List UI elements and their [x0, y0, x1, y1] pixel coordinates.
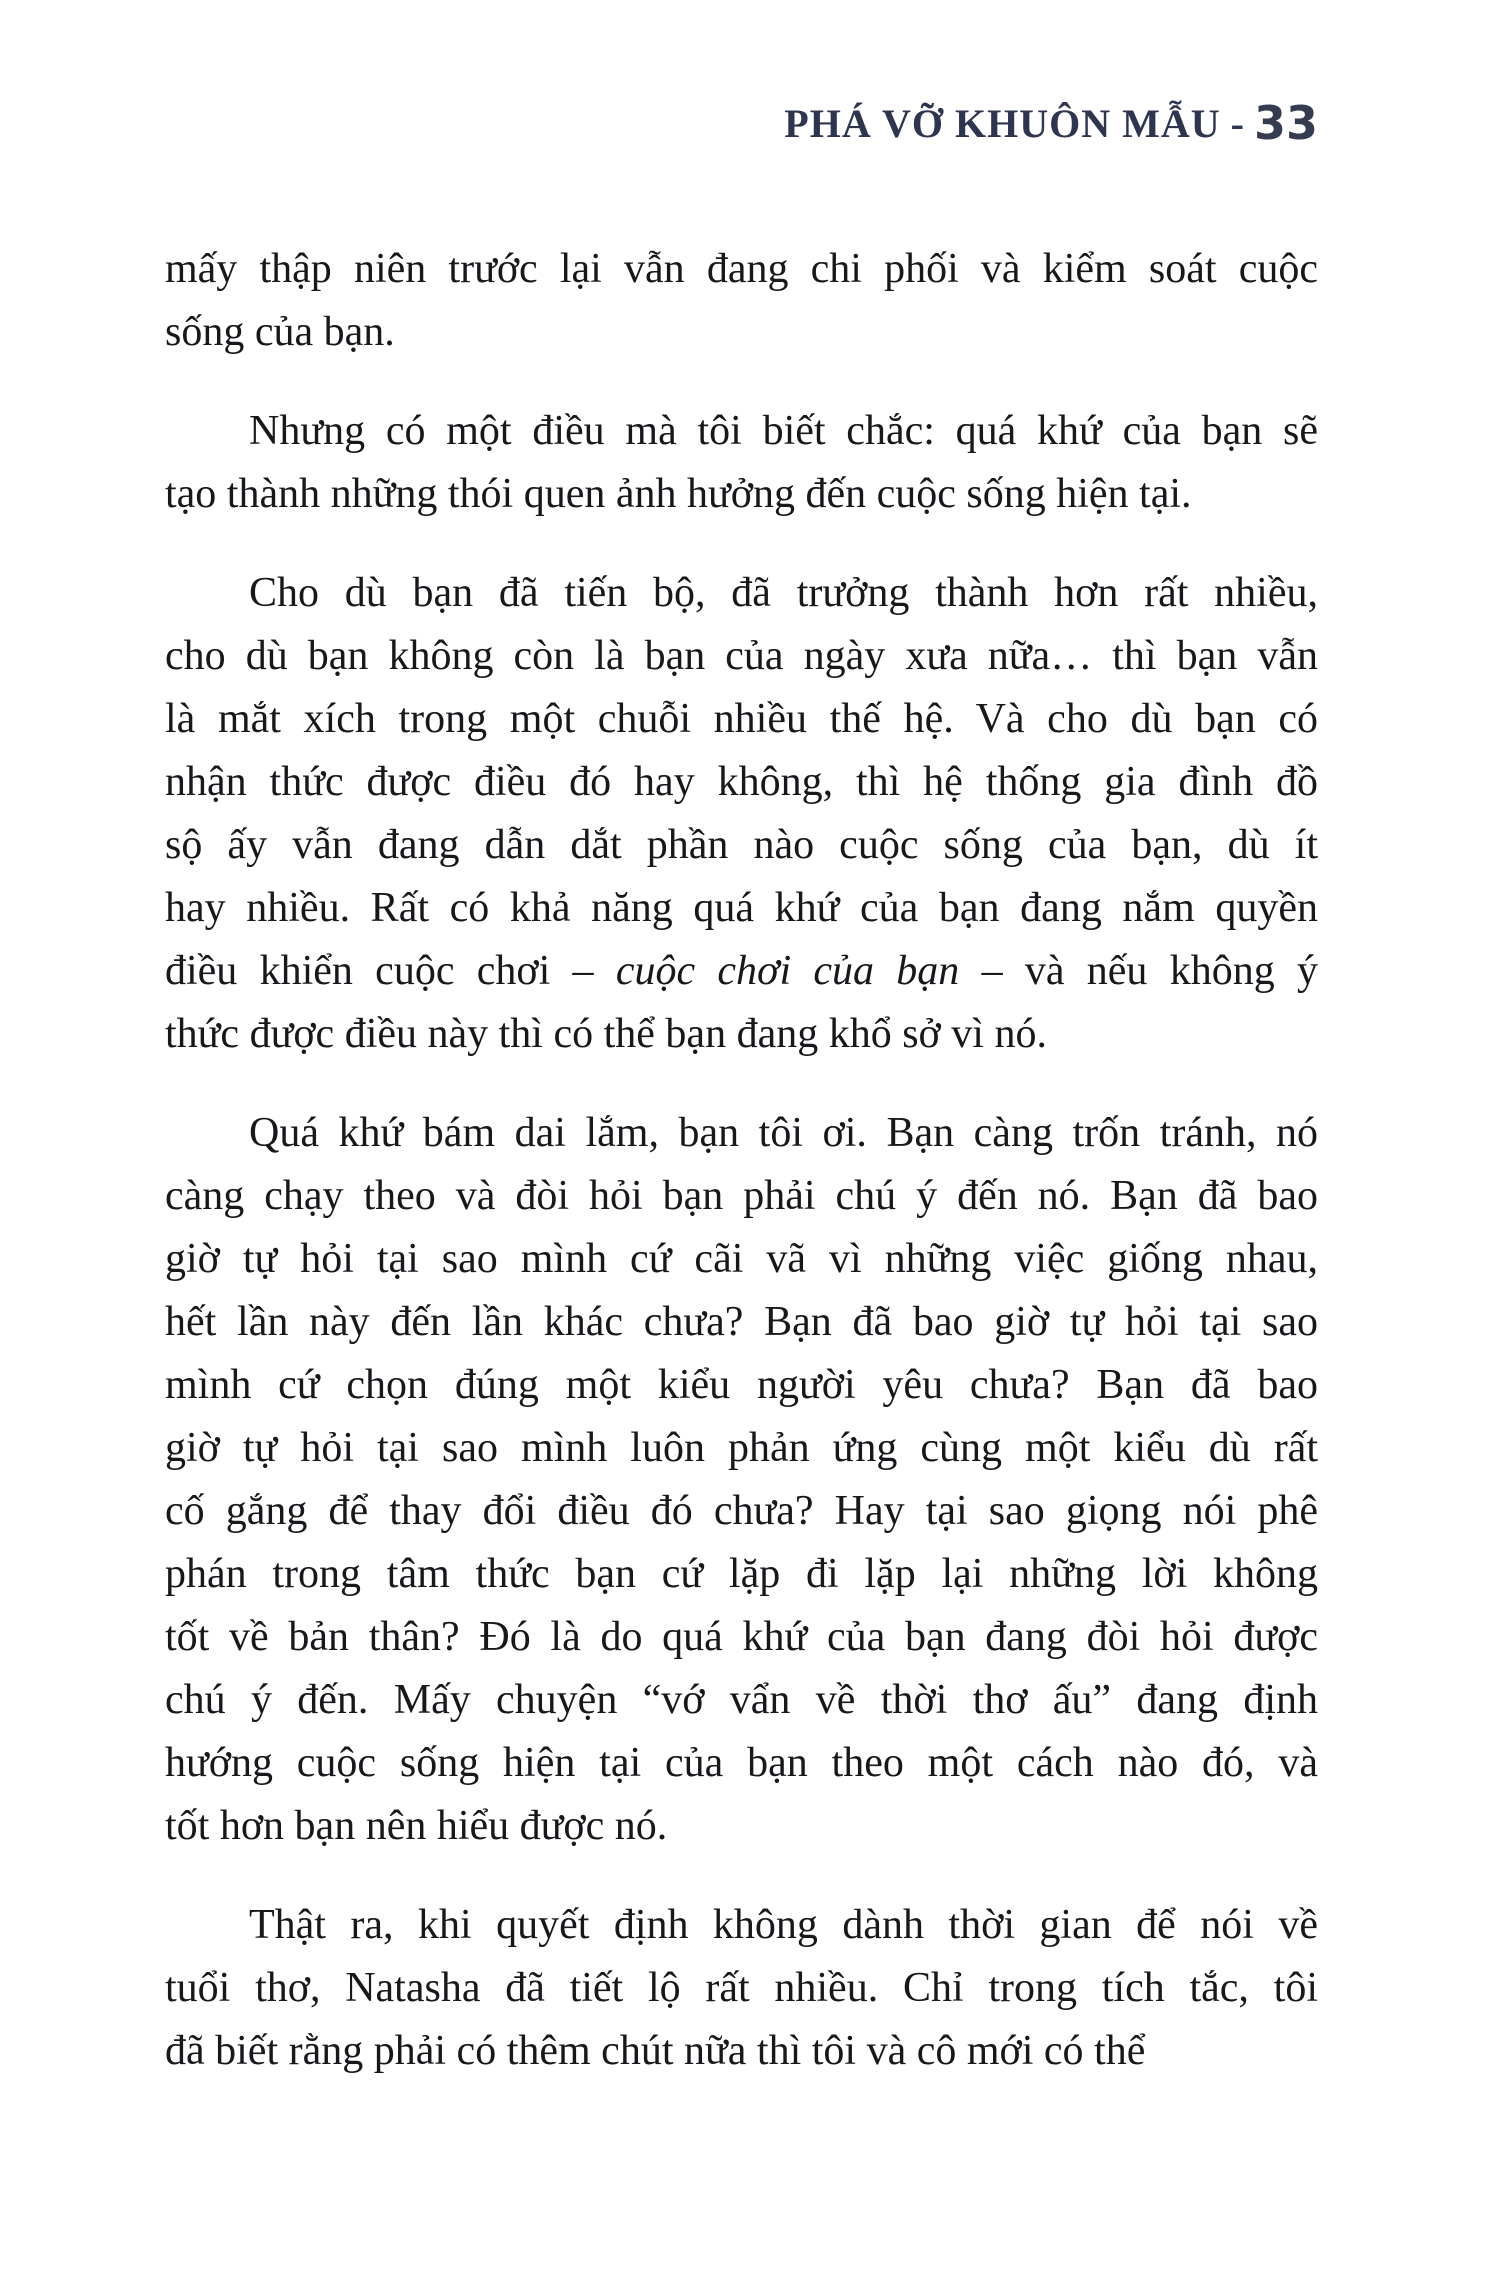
- paragraph: [165, 1102, 1318, 1858]
- text-line: [165, 2020, 1318, 2083]
- text-segment: giờ tự hỏi tại sao mình cứ cãi vã vì những việc giống nhau,: [165, 1236, 1318, 1282]
- running-header-separator: -: [1230, 101, 1244, 146]
- text-line: [165, 1417, 1318, 1480]
- text-segment: hướng cuộc sống hiện tại của bạn theo một cách nào đó, và: [165, 1740, 1318, 1786]
- text-line: [165, 1543, 1318, 1606]
- italic-text-segment: cuộc chơi của bạn: [615, 948, 960, 994]
- text-line: [165, 1795, 1318, 1858]
- text-line: [165, 1291, 1318, 1354]
- text-line: [165, 751, 1318, 814]
- text-line: [165, 877, 1318, 940]
- text-line: [165, 301, 1318, 364]
- paragraph: [165, 400, 1318, 526]
- text-segment: Cho dù bạn đã tiến bộ, đã trưởng thành hơn rất nhiều,: [249, 570, 1318, 616]
- text-segment: càng chạy theo và đòi hỏi bạn phải chú ý đến nó. Bạn đã bao: [165, 1173, 1318, 1219]
- text-line: [165, 1957, 1318, 2020]
- paragraph: [165, 238, 1318, 364]
- text-segment: thức được điều này thì có thể bạn đang khổ sở vì nó.: [165, 1011, 1047, 1057]
- text-line: [165, 1669, 1318, 1732]
- text-segment: nhận thức được điều đó hay không, thì hệ thống gia đình đồ: [165, 759, 1318, 805]
- text-line: [165, 688, 1318, 751]
- text-segment: mấy thập niên trước lại vẫn đang chi phối và kiểm soát cuộc: [165, 246, 1318, 292]
- text-segment: tốt về bản thân? Đó là do quá khứ của bạn đang đòi hỏi được: [165, 1614, 1318, 1660]
- text-segment: – và nếu không ý: [959, 948, 1318, 994]
- text-line: [165, 562, 1318, 625]
- text-line: [165, 463, 1318, 526]
- text-line: [165, 1165, 1318, 1228]
- text-line: [165, 1606, 1318, 1669]
- text-segment: tuổi thơ, Natasha đã tiết lộ rất nhiều. Chỉ trong tích tắc, tôi: [165, 1965, 1318, 2011]
- text-line: [165, 400, 1318, 463]
- text-segment: điều khiển cuộc chơi –: [165, 948, 616, 994]
- text-segment: là mắt xích trong một chuỗi nhiều thế hệ. Và cho dù bạn có: [165, 696, 1318, 742]
- text-line: [165, 814, 1318, 877]
- text-segment: tốt hơn bạn nên hiểu được nó.: [165, 1803, 668, 1849]
- text-line: [165, 1354, 1318, 1417]
- text-line: [165, 1894, 1318, 1957]
- text-line: [165, 1228, 1318, 1291]
- text-segment: phán trong tâm thức bạn cứ lặp đi lặp lại những lời không: [165, 1551, 1318, 1597]
- text-segment: mình cứ chọn đúng một kiểu người yêu chưa? Bạn đã bao: [165, 1362, 1318, 1408]
- text-segment: sống của bạn.: [165, 309, 395, 355]
- running-header: [165, 96, 1318, 150]
- text-segment: cho dù bạn không còn là bạn của ngày xưa nữa… thì bạn vẫn: [165, 633, 1318, 679]
- text-segment: hết lần này đến lần khác chưa? Bạn đã bao giờ tự hỏi tại sao: [165, 1299, 1318, 1345]
- text-segment: tạo thành những thói quen ảnh hưởng đến cuộc sống hiện tại.: [165, 471, 1192, 517]
- text-line: [165, 625, 1318, 688]
- text-segment: giờ tự hỏi tại sao mình luôn phản ứng cùng một kiểu dù rất: [165, 1425, 1318, 1471]
- text-line: [165, 1732, 1318, 1795]
- text-segment: đã biết rằng phải có thêm chút nữa thì tôi và cô mới có thể: [165, 2028, 1146, 2074]
- paragraph: [165, 562, 1318, 1066]
- paragraph: [165, 1894, 1318, 2083]
- text-segment: hay nhiều. Rất có khả năng quá khứ của bạn đang nắm quyền: [165, 885, 1318, 931]
- text-segment: chú ý đến. Mấy chuyện “vớ vẩn về thời thơ ấu” đang định: [165, 1677, 1318, 1723]
- text-line: [165, 1102, 1318, 1165]
- text-segment: sộ ấy vẫn đang dẫn dắt phần nào cuộc sống của bạn, dù ít: [165, 822, 1318, 868]
- text-segment: Quá khứ bám dai lắm, bạn tôi ơi. Bạn càng trốn tránh, nó: [249, 1110, 1318, 1156]
- body-text: [165, 238, 1318, 2083]
- text-line: [165, 940, 1318, 1003]
- text-segment: cố gắng để thay đổi điều đó chưa? Hay tại sao giọng nói phê: [165, 1488, 1318, 1534]
- text-line: [165, 1480, 1318, 1543]
- text-line: [165, 1003, 1318, 1066]
- text-segment: Thật ra, khi quyết định không dành thời gian để nói về: [249, 1902, 1318, 1948]
- text-line: [165, 238, 1318, 301]
- page-number: 33: [1253, 96, 1318, 150]
- running-header-title: PHÁ VỠ KHUÔN MẪU: [784, 101, 1221, 146]
- text-segment: Nhưng có một điều mà tôi biết chắc: quá khứ của bạn sẽ: [249, 408, 1318, 454]
